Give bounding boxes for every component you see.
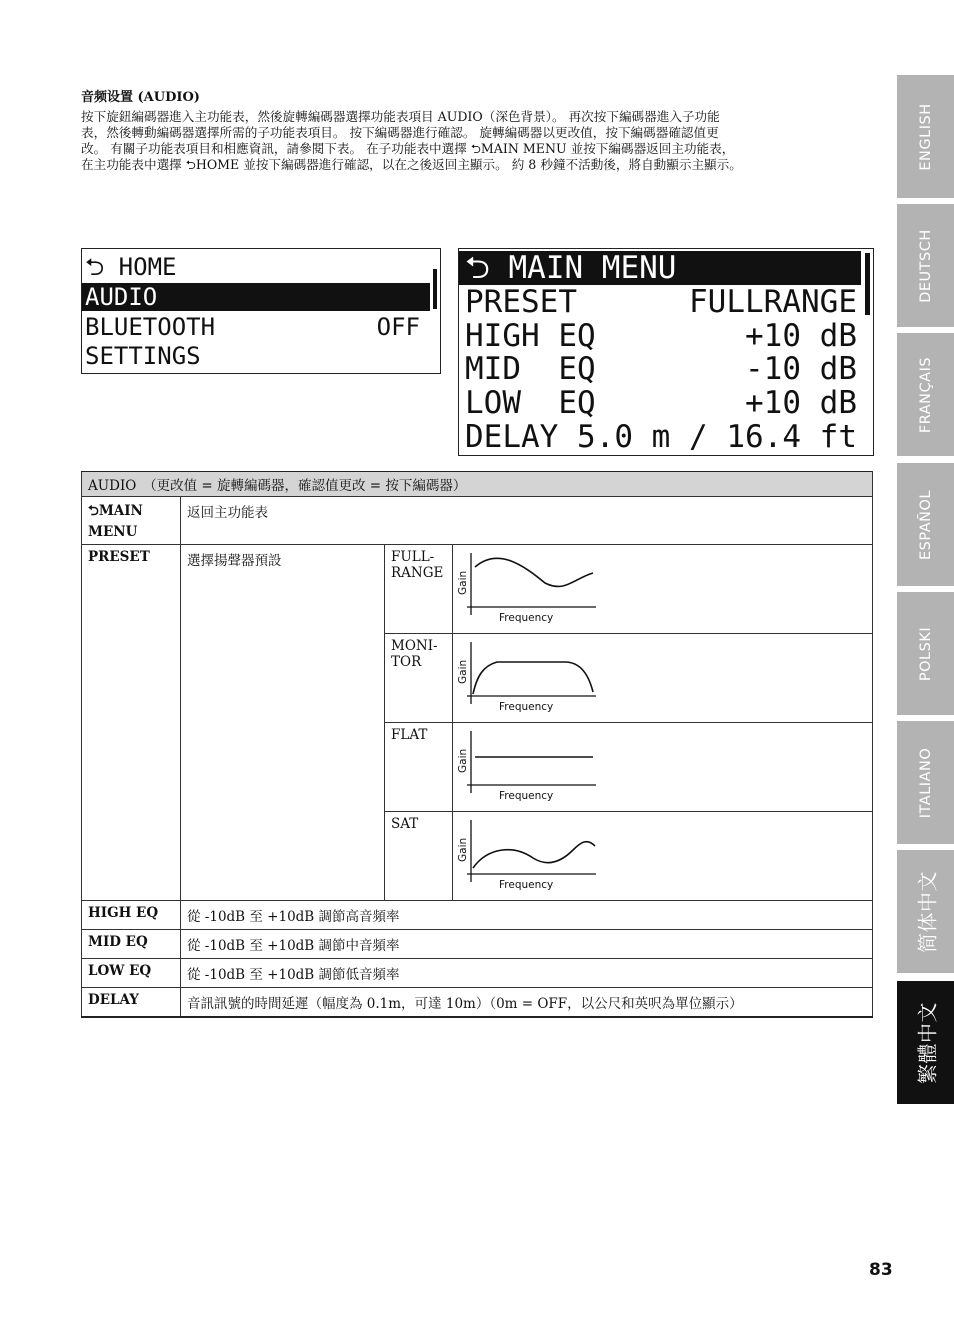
lcd-value-delay: 5.0 m / 16.4 ft (577, 419, 857, 455)
lcd-value-low-eq: +10 dB (745, 385, 857, 421)
row-desc: 音訊訊號的時間延遲（幅度為 0.1m，可達 10m）（0m = OFF，以公尺和英呎為單位顯示） (181, 988, 873, 1018)
table-row-low-eq (82, 959, 873, 988)
paragraph-line: 改。 有關子功能表項目和相應資訊，請參閱下表。 在子功能表中選擇 ⮌MAIN MENU 並按下編碼器返回主功能表， (81, 141, 735, 156)
lcd-scrollbar (865, 253, 870, 315)
paragraph-line: 表，然後轉動編碼器選擇所需的子功能表項目。 按下編碼器進行確認。 旋轉編碼器以更改值，按下編碼器確認值更 (81, 125, 719, 140)
preset-curve-cell (453, 812, 873, 901)
section-heading: 音频设置 (AUDIO) (81, 90, 200, 105)
table-row-preset (82, 545, 873, 634)
preset-option-name: SAT (385, 812, 453, 901)
flat-curve-graph (453, 723, 613, 807)
row-key: MID EQ (82, 930, 181, 959)
row-desc: 從 -10dB 至 +10dB 調節高音頻率 (181, 901, 873, 930)
table-header: AUDIO （更改值 = 旋轉編碼器，確認值更改 = 按下編碼器） (82, 472, 873, 497)
audio-settings-table (81, 471, 873, 1018)
page-number: 83 (869, 1260, 893, 1280)
preset-option-name: MONI-TOR (385, 634, 453, 723)
lcd-row-delay: DELAY 5.0 m / 16.4 ft (465, 419, 857, 455)
row-key: PRESET (82, 545, 181, 901)
row-key: ⮌MAIN MENU (82, 497, 181, 545)
row-desc: 選擇揚聲器預設 (181, 545, 385, 901)
tab-traditional-chinese[interactable]: 繁體中文 (897, 981, 954, 1104)
y-axis-label: Gain (457, 659, 469, 684)
lcd-row-bluetooth: BLUETOOTH OFF (85, 313, 420, 341)
lcd-value-preset: FULLRANGE (689, 284, 857, 320)
tab-deutsch[interactable]: DEUTSCH (897, 204, 954, 327)
table-row-mid-eq (82, 930, 873, 959)
lcd-row-high-eq: HIGH EQ +10 dB (465, 318, 857, 354)
tab-polski[interactable]: POLSKI (897, 592, 954, 715)
lcd-home-menu (81, 248, 441, 374)
row-desc: 從 -10dB 至 +10dB 調節低音頻率 (181, 959, 873, 988)
y-axis-label: Gain (457, 748, 469, 773)
lcd-row-settings: SETTINGS (85, 342, 201, 370)
table-header-row (82, 472, 873, 497)
lcd-value-bluetooth: OFF (376, 313, 420, 341)
sat-curve-graph (453, 812, 613, 896)
y-axis-label: Gain (457, 837, 469, 862)
lcd-row-audio-selected: AUDIO (82, 283, 430, 311)
tab-simplified-chinese[interactable]: 简体中文 (897, 850, 954, 973)
row-desc: 返回主功能表 (181, 497, 873, 545)
x-axis-label: Frequency (499, 612, 554, 624)
table-row-high-eq (82, 901, 873, 930)
monitor-curve-graph (453, 634, 613, 718)
preset-option-name: FULL-RANGE (385, 545, 453, 634)
x-axis-label: Frequency (499, 701, 554, 713)
lcd-scrollbar (433, 269, 437, 309)
lcd-value-high-eq: +10 dB (745, 318, 857, 354)
lcd-row-mid-eq: MID EQ -10 dB (465, 351, 857, 387)
x-axis-label: Frequency (499, 879, 554, 891)
lcd-row-preset: PRESET FULLRANGE (465, 284, 857, 320)
tab-francais[interactable]: FRANÇAIS (897, 333, 954, 456)
row-desc: 從 -10dB 至 +10dB 調節中音頻率 (181, 930, 873, 959)
row-key: DELAY (82, 988, 181, 1018)
table-row-delay (82, 988, 873, 1018)
lcd-row-low-eq: LOW EQ +10 dB (465, 385, 857, 421)
tab-italiano[interactable]: ITALIANO (897, 721, 954, 844)
lcd-row-home: ⮌ HOME (85, 253, 177, 281)
row-key: LOW EQ (82, 959, 181, 988)
preset-curve-cell (453, 545, 873, 634)
lcd-row-main-menu-selected: ⮌ MAIN MENU (459, 251, 861, 285)
table-row-main-menu (82, 497, 873, 545)
intro-paragraph (81, 109, 881, 173)
row-key: HIGH EQ (82, 901, 181, 930)
tab-english[interactable]: ENGLISH (897, 75, 954, 198)
preset-curve-cell (453, 634, 873, 723)
paragraph-line: 在主功能表中選擇 ⮌HOME 並按下編碼器進行確認，以在之後返回主顯示。 約 8 秒鐘不活動後，將自動顯示主顯示。 (81, 157, 742, 172)
tab-espanol[interactable]: ESPAÑOL (897, 463, 954, 586)
lcd-audio-menu (458, 248, 874, 456)
preset-option-name: FLAT (385, 723, 453, 812)
lcd-value-mid-eq: -10 dB (745, 351, 857, 387)
x-axis-label: Frequency (499, 790, 554, 802)
response-curve (473, 842, 595, 868)
fullrange-curve-graph (453, 545, 613, 629)
preset-curve-cell (453, 723, 873, 812)
y-axis-label: Gain (457, 570, 469, 595)
paragraph-line: 按下旋鈕編碼器進入主功能表，然後旋轉編碼器選擇功能表項目 AUDIO（深色背景）。 再次按下編碼器進入子功能 (81, 109, 720, 124)
response-curve (475, 558, 593, 586)
response-curve (473, 662, 593, 694)
